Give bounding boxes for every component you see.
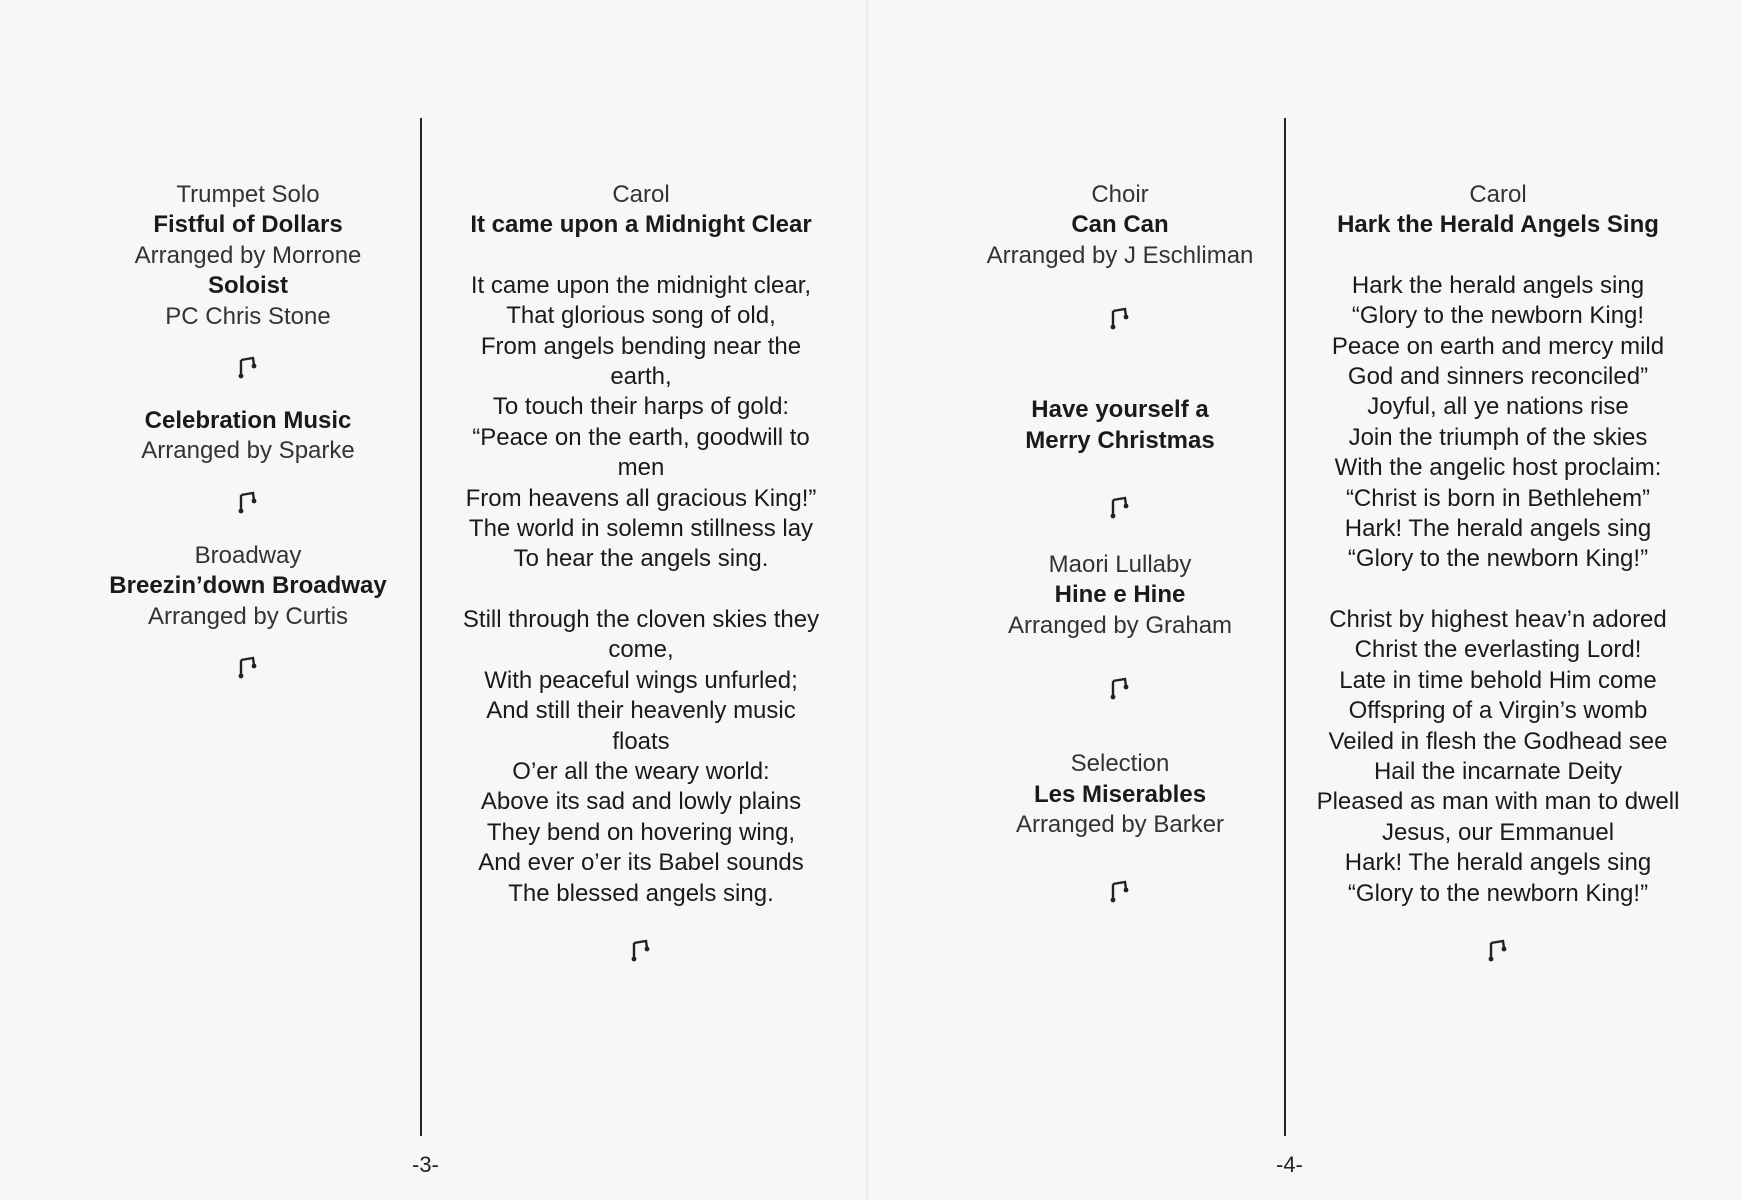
lyric-line: To touch their harps of gold: [492, 393, 790, 421]
lyric-line: To hear the angels sing. [513, 545, 769, 573]
lyric-line: floats [612, 727, 670, 755]
music-note-icon [237, 656, 259, 680]
item-category: Maori Lullaby [1048, 551, 1192, 579]
soloist-label: Soloist [207, 272, 288, 300]
lyric-line: Above its sad and lowly plains [480, 788, 802, 816]
right-col2 [1306, 180, 1690, 989]
column-divider [420, 118, 422, 1136]
lyric-line: “Christ is born in Bethlehem” [1345, 484, 1651, 512]
item-arranger: Arranged by Graham [1007, 611, 1233, 639]
lyric-line: With the angelic host proclaim: [1334, 454, 1662, 482]
page-number: -3- [412, 1152, 439, 1177]
lyric-line: men [617, 454, 665, 482]
music-note-icon [630, 939, 652, 963]
stanza [1306, 271, 1690, 575]
stanza [1306, 605, 1690, 909]
music-note-icon [237, 491, 259, 515]
item-arranger: Arranged by Sparke [141, 437, 355, 465]
item-title: Celebration Music [144, 407, 352, 435]
lyric-line: From angels bending near the [480, 332, 802, 360]
music-note-icon [237, 356, 259, 380]
lyric-line: O’er all the weary world: [512, 757, 770, 785]
lyric-line: “Peace on the earth, goodwill to [472, 423, 810, 451]
music-note-icon [1109, 307, 1131, 331]
lyric-line: “Glory to the newborn King!” [1347, 879, 1649, 907]
lyric-line: Jesus, our Emmanuel [1381, 818, 1615, 846]
lyric-line: come, [608, 636, 674, 664]
lyric-line: God and sinners reconciled” [1347, 363, 1649, 391]
item-category: Selection [1070, 750, 1170, 778]
lyric-line: Hail the incarnate Deity [1373, 757, 1623, 785]
lyric-line: Hark! The herald angels sing [1344, 515, 1652, 543]
item-title: Can Can [1071, 211, 1169, 239]
item-category: Broadway [194, 541, 302, 569]
lyric-line: They bend on hovering wing, [486, 818, 796, 846]
music-note-icon [1109, 677, 1131, 701]
lyric-line: From heavens all gracious King!” [465, 484, 817, 512]
lyric-line: Peace on earth and mercy mild [1331, 332, 1665, 360]
lyric-line: The blessed angels sing. [508, 879, 774, 907]
soloist-name: PC Chris Stone [165, 302, 331, 330]
lyric-line: Still through the cloven skies they [462, 605, 820, 633]
stanza [448, 271, 834, 575]
lyric-line: That glorious song of old, [506, 302, 776, 330]
carol-lyrics [448, 271, 834, 909]
music-note-icon [1109, 880, 1131, 904]
carol-category: Carol [1469, 181, 1527, 208]
page-number: -4- [1276, 1152, 1303, 1177]
carol-lyrics [1306, 271, 1690, 909]
stanza [448, 605, 834, 909]
lyric-line: And still their heavenly music [486, 697, 796, 725]
item-arranger: Arranged by Morrone [134, 241, 362, 269]
lyric-line: Hark! The herald angels sing [1344, 849, 1652, 877]
lyric-line: Join the triumph of the skies [1348, 423, 1648, 451]
page-fold [866, 0, 868, 1200]
lyric-line: earth, [610, 363, 672, 391]
item-title: Hine e Hine [1054, 581, 1186, 609]
item-title: Merry Christmas [1025, 426, 1215, 454]
item-arranger: Arranged by Barker [1015, 811, 1225, 839]
music-note-icon [1487, 939, 1509, 963]
lyric-line: Christ by highest heav’n adored [1329, 605, 1667, 633]
item-arranger: Arranged by Curtis [147, 602, 349, 630]
carol-category: Carol [612, 181, 670, 208]
lyric-line: Pleased as man with man to dwell [1316, 788, 1680, 816]
lyric-line: Offspring of a Virgin’s womb [1348, 697, 1648, 725]
lyric-line: Hark the herald angels sing [1351, 271, 1645, 299]
left-col2 [448, 180, 834, 989]
lyric-line: And ever o’er its Babel sounds [478, 849, 804, 877]
item-title: Fistful of Dollars [153, 211, 343, 239]
item-category: Choir [1091, 181, 1149, 208]
item-title: Breezin’down Broadway [109, 572, 387, 600]
lyric-line: With peaceful wings unfurled; [484, 666, 798, 694]
item-title: Les Miserables [1033, 780, 1207, 808]
lyric-line: It came upon the midnight clear, [470, 271, 812, 299]
lyric-line: The world in solemn stillness lay [468, 515, 814, 543]
lyric-line: Christ the everlasting Lord! [1354, 636, 1642, 664]
item-title: Have yourself a [1031, 396, 1209, 424]
item-arranger: Arranged by J Eschliman [986, 241, 1254, 269]
left-col1 [88, 180, 408, 706]
lyric-line: “Glory to the newborn King! [1351, 302, 1645, 330]
right-col1 [960, 180, 1280, 930]
lyric-line: “Glory to the newborn King!” [1347, 545, 1649, 573]
lyric-line: Late in time behold Him come [1339, 666, 1657, 694]
carol-title: It came upon a Midnight Clear [470, 211, 812, 239]
music-note-icon [1109, 496, 1131, 520]
lyric-line: Joyful, all ye nations rise [1367, 393, 1629, 421]
column-divider [1284, 118, 1286, 1136]
item-category: Trumpet Solo [176, 181, 320, 208]
carol-title: Hark the Herald Angels Sing [1337, 211, 1659, 239]
lyric-line: Veiled in flesh the Godhead see [1328, 727, 1668, 755]
